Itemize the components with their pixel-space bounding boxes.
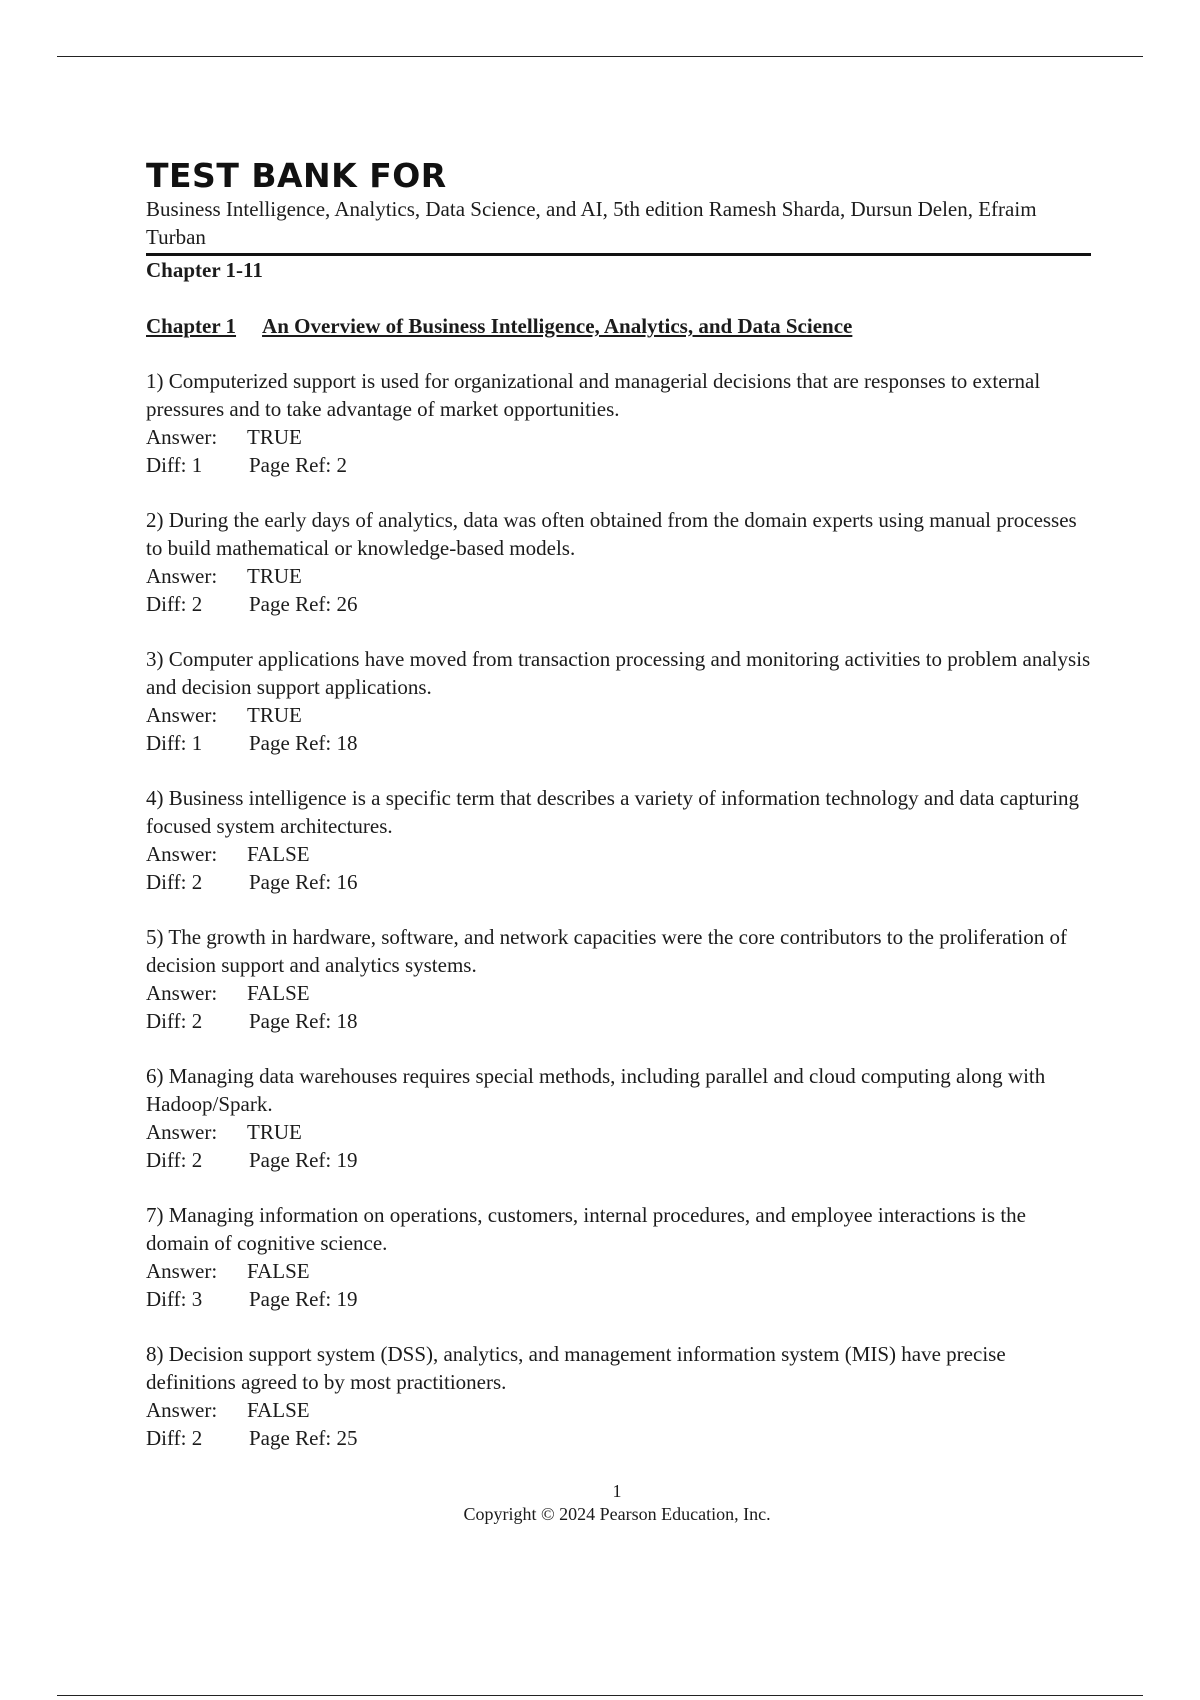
answer-value: TRUE [247,425,302,449]
answer-label: Answer: [146,1259,218,1283]
answer-label: Answer: [146,564,218,588]
answer-line [146,840,1091,868]
difficulty: Diff: 2 [146,1009,203,1033]
question-text: 5) The growth in hardware, software, and network capacities were the core contributors to the proliferation of decision support and analytics systems. [146,925,1067,977]
question-text: 3) Computer applications have moved from transaction processing and monitoring activities to problem analysis and decision support applications. [146,647,1091,699]
question-text: 7) Managing information on operations, customers, internal procedures, and employee interactions is the domain of cognitive science. [146,1203,1027,1255]
chapter-number: Chapter 1 [146,314,237,338]
page-ref-label: Page Ref: [249,453,332,477]
copyright-notice: Copyright © 2024 Pearson Education, Inc. [463,1504,771,1524]
question-item [146,1340,1091,1452]
page-number: 1 [612,1481,622,1501]
diff-line [146,451,1091,479]
question-text: 6) Managing data warehouses requires special methods, including parallel and cloud computing along with Hadoop/Spark. [146,1064,1046,1116]
chapter-range: Chapter 1-11 [146,258,263,282]
difficulty: Diff: 1 [146,731,203,755]
answer-value: FALSE [247,981,310,1005]
page-ref-value: 26 [336,592,358,616]
page-ref-value: 19 [336,1287,358,1311]
page-ref-value: 19 [336,1148,358,1172]
diff-line [146,1007,1091,1035]
bottom-rule [57,1695,1143,1696]
answer-value: FALSE [247,1259,310,1283]
difficulty: Diff: 1 [146,453,203,477]
diff-line [146,1146,1091,1174]
answer-line [146,1257,1091,1285]
chapter-heading [146,312,1091,340]
page-ref-label: Page Ref: [249,870,332,894]
page-ref-value: 18 [336,731,358,755]
diff-line [146,868,1091,896]
answer-line [146,423,1091,451]
question-text: 8) Decision support system (DSS), analytics, and management information system (MIS) have precise definitions agreed to by most practitioners. [146,1342,1006,1394]
answer-value: TRUE [247,564,302,588]
diff-line [146,729,1091,757]
page-footer [0,1480,1200,1526]
answer-label: Answer: [146,703,218,727]
difficulty: Diff: 2 [146,870,203,894]
question-text: 4) Business intelligence is a specific term that describes a variety of information technology and data capturing focused system architectures. [146,786,1080,838]
document-body [146,157,1091,1479]
answer-line [146,701,1091,729]
question-item [146,784,1091,896]
page-ref-label: Page Ref: [249,1009,332,1033]
book-subtitle: Business Intelligence, Analytics, Data Science, and AI, 5th edition Ramesh Sharda, Dursun Delen, Efraim Turban [146,195,1091,256]
difficulty: Diff: 2 [146,1148,203,1172]
answer-value: FALSE [247,842,310,866]
document-title: TEST BANK FOR [146,156,447,195]
question-item [146,1062,1091,1174]
answer-value: FALSE [247,1398,310,1422]
question-text: 2) During the early days of analytics, data was often obtained from the domain experts using manual processes to build mathematical or knowledge-based models. [146,508,1077,560]
page-ref-value: 16 [336,870,358,894]
question-item [146,1201,1091,1313]
diff-line [146,1424,1091,1452]
diff-line [146,590,1091,618]
question-item [146,506,1091,618]
top-rule [57,56,1143,57]
page-ref-label: Page Ref: [249,1148,332,1172]
answer-line [146,1396,1091,1424]
difficulty: Diff: 2 [146,1426,203,1450]
question-item [146,367,1091,479]
difficulty: Diff: 2 [146,592,203,616]
answer-line [146,979,1091,1007]
page-ref-label: Page Ref: [249,1426,332,1450]
chapter-title: An Overview of Business Intelligence, Analytics, and Data Science [262,314,853,338]
answer-value: TRUE [247,1120,302,1144]
answer-label: Answer: [146,981,218,1005]
answer-label: Answer: [146,842,218,866]
answer-value: TRUE [247,703,302,727]
answer-line [146,1118,1091,1146]
question-text: 1) Computerized support is used for organizational and managerial decisions that are responses to external pressures and to take advantage of market opportunities. [146,369,1041,421]
answer-line [146,562,1091,590]
answer-label: Answer: [146,1398,218,1422]
page-ref-value: 25 [336,1426,358,1450]
page-ref-value: 2 [336,453,347,477]
question-item [146,923,1091,1035]
page-ref-label: Page Ref: [249,592,332,616]
difficulty: Diff: 3 [146,1287,203,1311]
question-list [146,367,1091,1452]
answer-label: Answer: [146,425,218,449]
page-ref-value: 18 [336,1009,358,1033]
answer-label: Answer: [146,1120,218,1144]
page-ref-label: Page Ref: [249,731,332,755]
diff-line [146,1285,1091,1313]
question-item [146,645,1091,757]
page-ref-label: Page Ref: [249,1287,332,1311]
